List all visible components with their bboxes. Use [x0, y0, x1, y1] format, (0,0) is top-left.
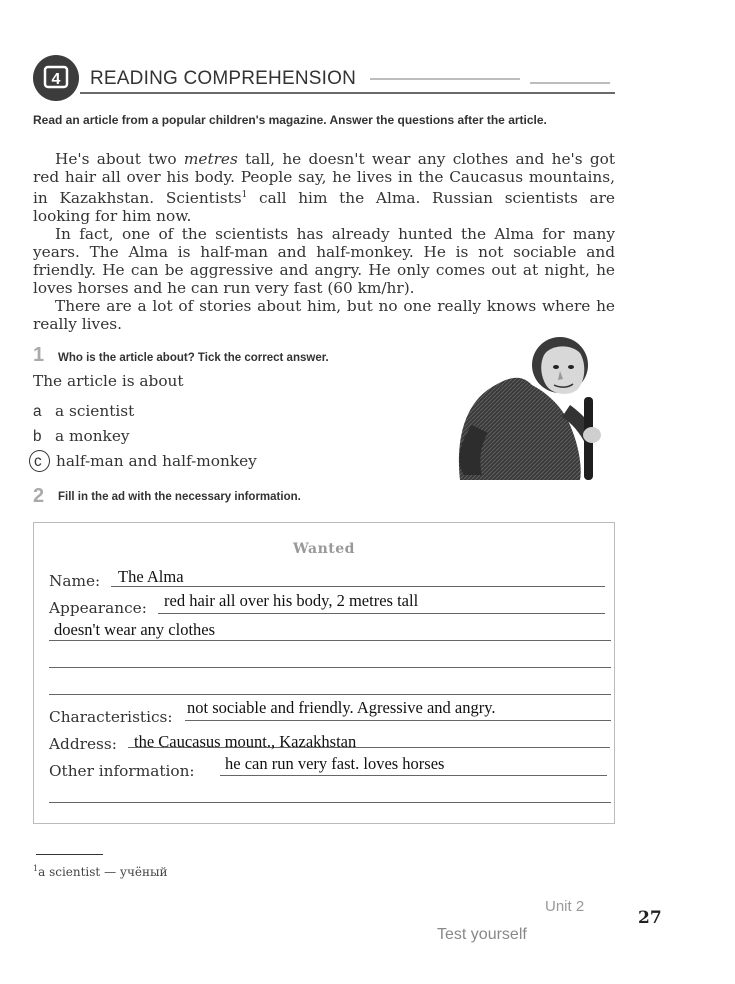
article-paragraph-1: He's about two metres tall, he doesn't wear any clothes and he's got red hair all over his body. People say, he lives in the Caucasus mountains, in Kazakhstan. Scientists$^1$ call him the Alma. Russian scientists are looking for him now. [33, 150, 616, 226]
address-label: Address: [49, 735, 117, 753]
appearance-label: Appearance: [49, 599, 147, 617]
unit-label: Unit 2 [545, 898, 585, 915]
ad-title: Wanted [293, 541, 355, 557]
option-b[interactable] [33, 427, 130, 446]
footnote [33, 864, 168, 879]
question-2-number: 2 [33, 485, 45, 507]
appearance-field-2[interactable]: doesn't wear any clothes [54, 620, 216, 639]
option-text: half-man and half-monkey [56, 452, 257, 470]
question-1-lead: The article is about [33, 372, 184, 390]
section-icon-glyph [33, 55, 79, 101]
other-info-label: Other information: [49, 762, 195, 780]
page-number: 27 [638, 908, 662, 928]
name-label: Name: [49, 572, 101, 590]
other-info-field[interactable]: he can run very fast. loves horses [225, 754, 445, 773]
header-divider [80, 92, 615, 94]
footnote-text: a scientist — учёный [38, 865, 168, 879]
svg-text:4: 4 [51, 71, 61, 88]
question-1-number: 1 [33, 344, 45, 366]
section-title: READING COMPREHENSION [90, 68, 357, 89]
question-2-text: Fill in the ad with the necessary information. [58, 491, 301, 503]
footnote-mark: 1 [33, 864, 39, 873]
appearance-field[interactable]: red hair all over his body, 2 metres tall [164, 591, 419, 610]
other-info-line [220, 775, 607, 776]
option-letter: c [34, 453, 42, 470]
option-a[interactable] [33, 402, 134, 421]
footnote-divider [36, 854, 103, 855]
address-field[interactable]: the Caucasus mount., Kazakhstan [134, 732, 357, 751]
option-letter: a [33, 403, 42, 420]
name-line [111, 586, 605, 587]
instruction-text: Read an article from a popular children's magazine. Answer the questions after the article. [33, 113, 547, 127]
question-1-text: Who is the article about? Tick the correct answer. [58, 352, 329, 364]
footnote-marker: 1 [241, 190, 248, 200]
article-text [33, 150, 615, 333]
option-text: a scientist [55, 402, 135, 420]
blank-line [49, 694, 611, 695]
print-smudge [370, 78, 520, 80]
appearance-line [158, 613, 605, 614]
print-smudge [530, 82, 610, 84]
section-number-icon [33, 55, 79, 101]
blank-line [49, 802, 611, 803]
emphasis-word: metres [183, 150, 238, 168]
section-footer-label: Test yourself [437, 926, 527, 943]
option-letter: b [33, 428, 42, 445]
name-field[interactable]: The Alma [118, 567, 184, 586]
alma-illustration [452, 335, 612, 480]
characteristics-line [185, 720, 611, 721]
article-paragraph-2: In fact, one of the scientists has already hunted the Alma for many years. The Alma is half-man and half-monkey. He is not sociable and friendly. He can be aggressive and angry. He only comes out at night, he loves horses and he can run very fast (60 km/hr). [33, 225, 615, 298]
option-text: a monkey [55, 427, 130, 445]
option-c[interactable] [33, 452, 257, 471]
characteristics-field[interactable]: not sociable and friendly. Agressive and angry. [187, 698, 496, 717]
alma-figure-icon [452, 335, 612, 480]
appearance-line-2 [49, 640, 611, 641]
characteristics-label: Characteristics: [49, 708, 173, 726]
blank-line [49, 667, 611, 668]
article-paragraph-3: There are a lot of stories about him, but no one really knows where he really lives. [33, 297, 615, 334]
